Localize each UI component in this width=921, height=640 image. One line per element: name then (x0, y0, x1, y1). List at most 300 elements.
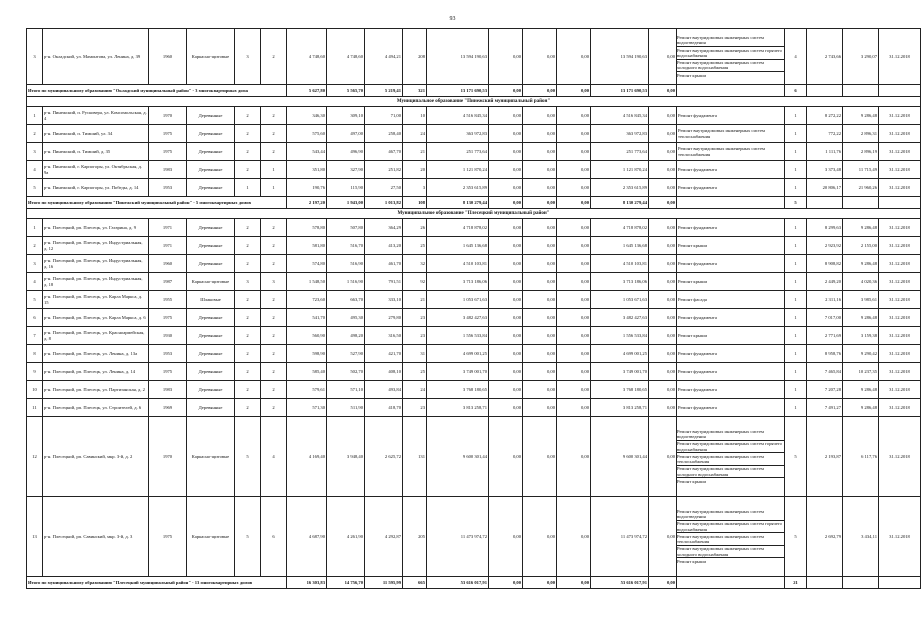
page-number: 93 (449, 16, 456, 22)
work-cell: Ремонт внутридомовых инженерных систем теплоснабжения (677, 143, 785, 161)
floors-cell: 5 (235, 497, 261, 577)
residents-cell: 23 (403, 327, 427, 345)
other-cell: 0,00 (649, 143, 677, 161)
fund-cell: 0,00 (489, 219, 523, 237)
work-item: Ремонт внутридомовых инженерных систем водоотведения (677, 428, 784, 441)
works-count-cell: 1 (785, 125, 807, 143)
area-living-cell: 502,70 (327, 363, 365, 381)
row-number: 3 (27, 143, 43, 161)
year-cell: 1971 (149, 219, 187, 237)
subtotal-residents: 665 (403, 577, 427, 589)
area-total-cell: 581,80 (287, 237, 327, 255)
row-number: 11 (27, 399, 43, 417)
year-cell: 1970 (149, 107, 187, 125)
owners-cell: 1 053 671,63 (591, 291, 649, 309)
area-living-cell: 1 516,90 (327, 273, 365, 291)
owners-cell: 251 773,64 (591, 143, 649, 161)
year-cell: 1930 (149, 327, 187, 345)
row-number: 2 (27, 125, 43, 143)
area-total-cell: 578,80 (287, 219, 327, 237)
fund-cell: 0,00 (489, 291, 523, 309)
fund-cell: 0,00 (489, 381, 523, 399)
budget-subj-cell: 0,00 (523, 309, 557, 327)
entrances-cell: 2 (261, 381, 287, 399)
other-cell: 0,00 (649, 161, 677, 179)
residents-cell: 23 (403, 309, 427, 327)
area-total-cell: 4 748,60 (287, 29, 327, 85)
unit-cost-cell: 7 491,27 (807, 399, 843, 417)
area-total-cell: 585,40 (287, 363, 327, 381)
works-list (677, 29, 785, 85)
subtotal-empty (807, 85, 843, 97)
table-row (27, 237, 921, 255)
table-row (27, 143, 921, 161)
subtotal-empty (677, 197, 785, 209)
area-ref-cell: 4 292,87 (365, 497, 403, 577)
fund-cell: 0,00 (489, 179, 523, 197)
works-count-cell: 1 (785, 291, 807, 309)
wall-material-cell: Деревянные (187, 255, 235, 273)
budget-subj-cell: 0,00 (523, 327, 557, 345)
floors-cell: 5 (235, 417, 261, 497)
residents-cell: 24 (403, 125, 427, 143)
row-number: 7 (27, 327, 43, 345)
work-item: Ремонт внутридомовых инженерных систем теплоснабжения (677, 533, 784, 546)
cost-total-cell: 9 600 301,44 (427, 417, 489, 497)
works-count-cell: 1 (785, 363, 807, 381)
deadline-cell: 31.12.2018 (879, 107, 921, 125)
address-cell: р-н. Окладский, ул. Мамонтова, ул. Ленина, д. 39 (43, 29, 149, 85)
floors-cell: 2 (235, 345, 261, 363)
area-ref-cell: 71,00 (365, 107, 403, 125)
budget-subj-cell: 0,00 (523, 107, 557, 125)
owners-cell: 3 749 001,70 (591, 363, 649, 381)
max-cost-cell: 9 286,48 (843, 107, 879, 125)
address-cell: р-н. Пинежский, п. Тимший, ул. 34 (43, 125, 149, 143)
budget-subj-cell: 0,00 (523, 29, 557, 85)
area-total-cell: 190,76 (287, 179, 327, 197)
wall-material-cell: Деревянные (187, 107, 235, 125)
deadline-cell: 31.12.2018 (879, 363, 921, 381)
subtotal-owners: 8 130 279,44 (591, 197, 649, 209)
budget-local-cell: 0,00 (557, 345, 591, 363)
budget-subj-cell: 0,00 (523, 291, 557, 309)
budget-subj-cell: 0,00 (523, 345, 557, 363)
works-count-cell: 1 (785, 161, 807, 179)
residents-cell: 21 (403, 143, 427, 161)
cost-total-cell: 1 556 533,84 (427, 327, 489, 345)
area-ref-cell: 413,20 (365, 237, 403, 255)
address-cell: р-н. Плесецкий, рп. Плесецк, ул. Ленина, д. 13а (43, 345, 149, 363)
owners-cell: 3 768 180,65 (591, 381, 649, 399)
max-cost-cell: 2 896,19 (843, 143, 879, 161)
residents-cell: 31 (403, 345, 427, 363)
row-number: 12 (27, 417, 43, 497)
subtotal-empty (807, 197, 843, 209)
table-row (27, 399, 921, 417)
fund-cell: 0,00 (489, 125, 523, 143)
subtotal-empty (879, 197, 921, 209)
budget-subj-cell: 0,00 (523, 255, 557, 273)
unit-cost-cell: 7 465,84 (807, 363, 843, 381)
wall-material-cell: Деревянные (187, 161, 235, 179)
area-living-cell: 507,80 (327, 219, 365, 237)
wall-material-cell: Каркасно-щитовые (187, 417, 235, 497)
cost-total-cell: 4 699 001,25 (427, 345, 489, 363)
entrances-cell: 1 (261, 179, 287, 197)
area-ref-cell: 258,40 (365, 125, 403, 143)
deadline-cell: 31.12.2018 (879, 345, 921, 363)
works-count-cell: 5 (785, 417, 807, 497)
budget-local-cell: 0,00 (557, 219, 591, 237)
works-count-cell: 1 (785, 107, 807, 125)
entrances-cell: 2 (261, 125, 287, 143)
other-cell: 0,00 (649, 399, 677, 417)
municipality-title: Муниципальное образование "Пинежский муниципальный район" (27, 97, 921, 107)
fund-cell: 0,00 (489, 29, 523, 85)
fund-cell: 0,00 (489, 143, 523, 161)
work-cell: Ремонт фундамента (677, 345, 785, 363)
owners-cell: 4 516 845,34 (591, 107, 649, 125)
deadline-cell: 31.12.2018 (879, 219, 921, 237)
unit-cost-cell: 1 111,76 (807, 143, 843, 161)
address-cell: р-н. Пинежский, г. Карпогоры, ул. Победы, д. 14 (43, 179, 149, 197)
budget-local-cell: 0,00 (557, 143, 591, 161)
area-living-cell: 571,10 (327, 381, 365, 399)
work-cell: Ремонт крыши (677, 273, 785, 291)
residents-cell: 24 (403, 381, 427, 399)
residents-cell: 21 (403, 291, 427, 309)
unit-cost-cell: 8 299,63 (807, 219, 843, 237)
fund-cell: 0,00 (489, 345, 523, 363)
budget-local-cell: 0,00 (557, 255, 591, 273)
deadline-cell: 31.12.2018 (879, 237, 921, 255)
year-cell: 1970 (149, 417, 187, 497)
row-number: 1 (27, 107, 43, 125)
floors-cell: 2 (235, 125, 261, 143)
fund-cell: 0,00 (489, 309, 523, 327)
subtotal-other: 0,00 (649, 85, 677, 97)
table-row (27, 417, 921, 497)
unit-cost-cell: 8 958,76 (807, 345, 843, 363)
max-cost-cell: 9 286,48 (843, 219, 879, 237)
subtotal-empty (843, 85, 879, 97)
area-total-cell: 574,80 (287, 255, 327, 273)
entrances-cell: 2 (261, 237, 287, 255)
max-cost-cell: 9 286,48 (843, 255, 879, 273)
area-ref-cell: 316,50 (365, 327, 403, 345)
table-row (27, 125, 921, 143)
max-cost-cell: 10 237,35 (843, 363, 879, 381)
area-living-cell: 309,10 (327, 107, 365, 125)
subtotal-cost-total: 13 171 690,53 (427, 85, 489, 97)
wall-material-cell: Деревянные (187, 399, 235, 417)
owners-cell: 4 718 878,02 (591, 219, 649, 237)
table-row (27, 107, 921, 125)
subtotal-empty (843, 197, 879, 209)
fund-cell: 0,00 (489, 399, 523, 417)
fund-cell: 0,00 (489, 327, 523, 345)
entrances-cell: 2 (261, 309, 287, 327)
max-cost-cell: 2 155,00 (843, 237, 879, 255)
area-ref-cell: 333,10 (365, 291, 403, 309)
owners-cell: 3 482 427,63 (591, 309, 649, 327)
table-row (27, 273, 921, 291)
subtotal-label: Итого по муниципальному образованию "Пинежский муниципальный район" - 5 многоквартирных домов (27, 197, 287, 209)
work-cell: Ремонт фундамента (677, 107, 785, 125)
fund-cell: 0,00 (489, 497, 523, 577)
row-number: 13 (27, 497, 43, 577)
max-cost-cell: 21 960,26 (843, 179, 879, 197)
subtotal-works-count: 6 (785, 85, 807, 97)
residents-cell: 25 (403, 237, 427, 255)
budget-subj-cell: 0,00 (523, 399, 557, 417)
entrances-cell: 2 (261, 107, 287, 125)
residents-cell: 25 (403, 363, 427, 381)
table-row (27, 29, 921, 85)
floors-cell: 2 (235, 291, 261, 309)
area-ref-cell: 493,84 (365, 381, 403, 399)
works-count-cell: 1 (785, 309, 807, 327)
work-cell: Ремонт фундамента (677, 309, 785, 327)
cost-total-cell: 3 482 427,63 (427, 309, 489, 327)
cost-total-cell: 1 645 136,68 (427, 237, 489, 255)
year-cell: 1983 (149, 161, 187, 179)
owners-cell: 4 510 103,81 (591, 255, 649, 273)
wall-material-cell: Каркасно-щитовые (187, 29, 235, 85)
entrances-cell: 2 (261, 399, 287, 417)
cost-total-cell: 1 053 671,63 (427, 291, 489, 309)
subtotal-fund: 0,00 (489, 577, 523, 589)
subtotal-area-ref: 5 219,41 (365, 85, 403, 97)
fund-cell: 0,00 (489, 417, 523, 497)
table-row (27, 327, 921, 345)
fund-cell: 0,00 (489, 161, 523, 179)
subtotal-residents: 108 (403, 197, 427, 209)
residents-cell: 208 (403, 29, 427, 85)
year-cell: 1987 (149, 273, 187, 291)
table-row (27, 179, 921, 197)
owners-cell: 13 594 190,63 (591, 29, 649, 85)
entrances-cell: 2 (261, 255, 287, 273)
subtotal-label: Итого по муниципальному образованию "Плесецкий муниципальный район" - 13 многоквартирных домов (27, 577, 287, 589)
area-living-cell: 4 261,90 (327, 497, 365, 577)
subtotal-empty (843, 577, 879, 589)
floors-cell: 2 (235, 255, 261, 273)
subtotal-cost-total: 53 616 017,91 (427, 577, 489, 589)
owners-cell: 1 645 136,68 (591, 237, 649, 255)
work-cell: Ремонт фундамента (677, 381, 785, 399)
works-count-cell: 1 (785, 237, 807, 255)
table-row (27, 309, 921, 327)
other-cell: 0,00 (649, 273, 677, 291)
row-number: 4 (27, 161, 43, 179)
owners-cell: 11 473 974,72 (591, 497, 649, 577)
other-cell: 0,00 (649, 219, 677, 237)
table-row (27, 381, 921, 399)
works-count-cell: 1 (785, 327, 807, 345)
unit-cost-cell: 2 923,92 (807, 237, 843, 255)
budget-local-cell: 0,00 (557, 497, 591, 577)
subtotal-budget-local: 0,00 (557, 197, 591, 209)
work-item: Ремонт крыши (677, 558, 706, 564)
entrances-cell: 4 (261, 417, 287, 497)
year-cell: 1975 (149, 497, 187, 577)
owners-cell: 3 713 186,06 (591, 273, 649, 291)
address-cell: р-н. Плесецкий, рп. Плесецк, ул. Карла Маркса, д. 6 (43, 309, 149, 327)
address-cell: р-н. Пинежский, п. Тимший, д. 35 (43, 143, 149, 161)
area-total-cell: 560,90 (287, 327, 327, 345)
owners-cell: 1 121 870,24 (591, 161, 649, 179)
area-living-cell: 115,90 (327, 179, 365, 197)
municipality-header (27, 209, 921, 219)
fund-cell: 0,00 (489, 273, 523, 291)
subtotal-empty (879, 577, 921, 589)
unit-cost-cell: 2 692,79 (807, 497, 843, 577)
unit-cost-cell: 8 908,82 (807, 255, 843, 273)
cost-total-cell: 3 749 001,70 (427, 363, 489, 381)
area-ref-cell: 467,70 (365, 143, 403, 161)
subtotal-works-count: 21 (785, 577, 807, 589)
entrances-cell: 1 (261, 161, 287, 179)
area-ref-cell: 4 494,21 (365, 29, 403, 85)
address-cell: р-н. Плесецкий, рп. Плесецк, ул. Ленина, д. 14 (43, 363, 149, 381)
subtotal-label: Итого по муниципальному образованию "Окладский муниципальный район" - 3 многоквартирных дома (27, 85, 287, 97)
floors-cell: 3 (235, 273, 261, 291)
year-cell: 1975 (149, 309, 187, 327)
row-number: 10 (27, 381, 43, 399)
area-living-cell: 4 748,60 (327, 29, 365, 85)
floors-cell: 2 (235, 309, 261, 327)
wall-material-cell: Деревянные (187, 237, 235, 255)
entrances-cell: 2 (261, 219, 287, 237)
wall-material-cell: Деревянные (187, 345, 235, 363)
cost-total-cell: 11 473 974,72 (427, 497, 489, 577)
subtotal-cost-total: 8 130 279,44 (427, 197, 489, 209)
other-cell: 0,00 (649, 381, 677, 399)
wall-material-cell: Деревянные (187, 125, 235, 143)
area-living-cell: 516,90 (327, 255, 365, 273)
floors-cell: 2 (235, 237, 261, 255)
other-cell: 0,00 (649, 107, 677, 125)
area-ref-cell: 251,82 (365, 161, 403, 179)
floors-cell: 2 (235, 399, 261, 417)
residents-cell: 92 (403, 273, 427, 291)
address-cell: р-н. Плесецкий, рп. Плесецк, ул. Индустриальная, д. 18 (43, 273, 149, 291)
table-row (27, 497, 921, 577)
budget-subj-cell: 0,00 (523, 363, 557, 381)
budget-subj-cell: 0,00 (523, 125, 557, 143)
work-item: Ремонт внутридомовых инженерных систем холодного водоснабжения (677, 546, 784, 559)
unit-cost-cell: 20 806,17 (807, 179, 843, 197)
max-cost-cell: 9 286,48 (843, 309, 879, 327)
area-total-cell: 575,60 (287, 125, 327, 143)
unit-cost-cell: 7 017,00 (807, 309, 843, 327)
area-total-cell: 579,61 (287, 381, 327, 399)
cost-total-cell: 13 594 190,63 (427, 29, 489, 85)
budget-subj-cell: 0,00 (523, 417, 557, 497)
area-total-cell: 1 548,50 (287, 273, 327, 291)
municipality-header (27, 97, 921, 107)
table-row (27, 345, 921, 363)
budget-local-cell: 0,00 (557, 381, 591, 399)
year-cell: 1955 (149, 291, 187, 309)
work-item: Ремонт внутридомовых инженерных систем горячего водоснабжения (677, 47, 784, 60)
work-cell: Ремонт внутридомовых инженерных систем теплоснабжения (677, 125, 785, 143)
address-cell: р-н. Плесецкий, рп. Плесецк, ул. Карла Маркса, д. 15 (43, 291, 149, 309)
works-count-cell: 1 (785, 255, 807, 273)
wall-material-cell: Деревянные (187, 179, 235, 197)
residents-cell: 205 (403, 497, 427, 577)
works-count-cell: 1 (785, 273, 807, 291)
subtotal-area-living: 1 943,00 (327, 197, 365, 209)
budget-local-cell: 0,00 (557, 179, 591, 197)
other-cell: 0,00 (649, 345, 677, 363)
row-number: 8 (27, 345, 43, 363)
works-count-cell: 4 (785, 29, 807, 85)
works-count-cell: 1 (785, 219, 807, 237)
residents-cell: 32 (403, 255, 427, 273)
subtotal-budget-local: 0,00 (557, 85, 591, 97)
floors-cell: 2 (235, 107, 261, 125)
subtotal-budget-subj: 0,00 (523, 85, 557, 97)
unit-cost-cell: 8 272,22 (807, 107, 843, 125)
unit-cost-cell: 2 743,66 (807, 29, 843, 85)
municipality-title: Муниципальное образование "Плесецкий муниципальный район" (27, 209, 921, 219)
subtotal-area-total: 2 197,20 (287, 197, 327, 209)
max-cost-cell: 3 159,38 (843, 327, 879, 345)
address-cell: р-н. Плесецкий, рп. Плесецк, ул. Индустриальная, д. 16 (43, 255, 149, 273)
owners-cell: 3 813 258,71 (591, 399, 649, 417)
work-item: Ремонт внутридомовых инженерных систем водоотведения (677, 508, 784, 521)
other-cell: 0,00 (649, 327, 677, 345)
unit-cost-cell: 772,22 (807, 125, 843, 143)
subtotal-other: 0,00 (649, 197, 677, 209)
work-cell: Ремонт фундамента (677, 179, 785, 197)
subtotal-row (27, 197, 921, 209)
budget-local-cell: 0,00 (557, 363, 591, 381)
unit-cost-cell: 3 373,48 (807, 161, 843, 179)
area-total-cell: 543,44 (287, 143, 327, 161)
year-cell: 1960 (149, 29, 187, 85)
max-cost-cell: 2 896,31 (843, 125, 879, 143)
work-cell: Ремонт фундамента (677, 161, 785, 179)
other-cell: 0,00 (649, 363, 677, 381)
works-count-cell: 1 (785, 345, 807, 363)
max-cost-cell: 4 020,36 (843, 273, 879, 291)
residents-cell: 131 (403, 417, 427, 497)
deadline-cell: 31.12.2018 (879, 125, 921, 143)
budget-subj-cell: 0,00 (523, 237, 557, 255)
deadline-cell: 31.12.2018 (879, 143, 921, 161)
area-ref-cell: 791,51 (365, 273, 403, 291)
area-ref-cell: 27,50 (365, 179, 403, 197)
budget-local-cell: 0,00 (557, 327, 591, 345)
wall-material-cell: Каркасно-щитовые (187, 497, 235, 577)
deadline-cell: 31.12.2018 (879, 497, 921, 577)
area-total-cell: 598,90 (287, 345, 327, 363)
row-number: 5 (27, 179, 43, 197)
address-cell: р-н. Пинежский, п. Русковера, ул. Комсомольская, д. 4 (43, 107, 149, 125)
residents-cell: 23 (403, 399, 427, 417)
deadline-cell: 31.12.2018 (879, 417, 921, 497)
table-row (27, 363, 921, 381)
work-cell: Ремонт фундамента (677, 363, 785, 381)
other-cell: 0,00 (649, 179, 677, 197)
address-cell: р-н. Плесецкий, рп. Савинский, мкр. 3-й, д. 3 (43, 497, 149, 577)
address-cell: р-н. Плесецкий, рп. Плесецк, ул. Индустриальная, д. 12 (43, 237, 149, 255)
address-cell: р-н. Плесецкий, рп. Плесецк, ул. Красноармейская, д. 8 (43, 327, 149, 345)
